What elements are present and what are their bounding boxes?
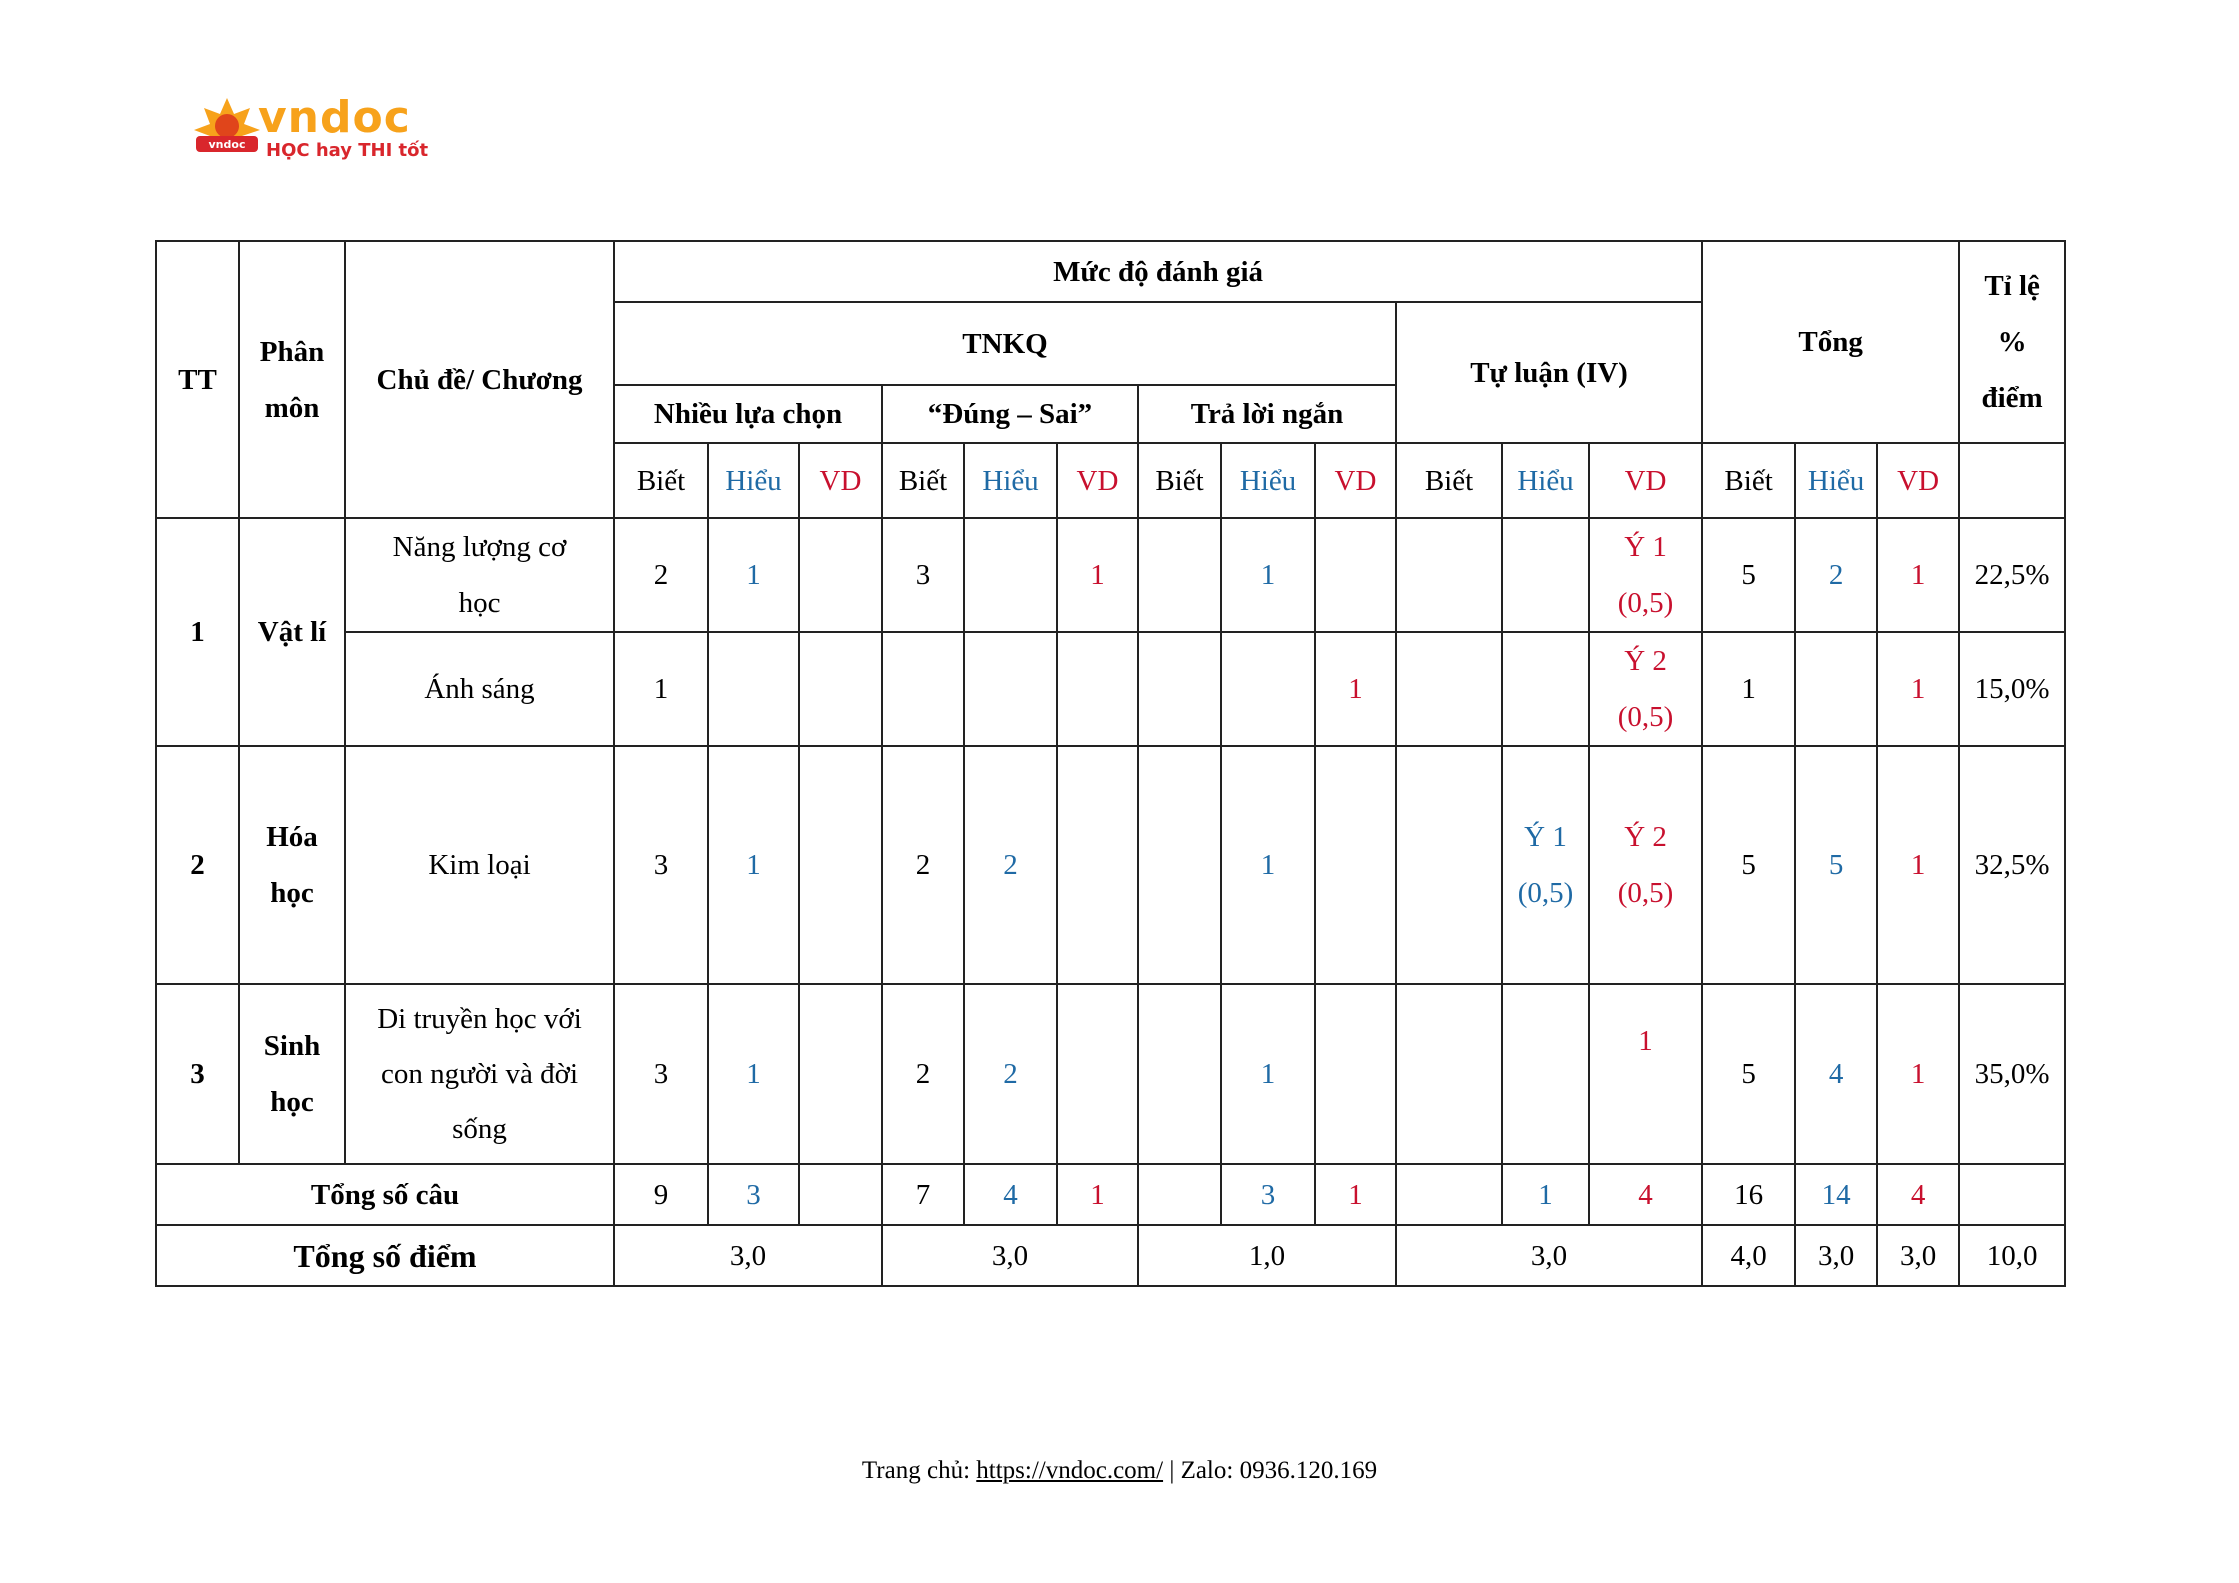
header-hieu: Hiểu — [1221, 443, 1315, 518]
cell: 1 — [1057, 1164, 1138, 1225]
page-footer — [0, 1457, 2239, 1485]
header-nhieu-lua-chon: Nhiều lựa chọn — [614, 385, 882, 443]
row-topic: Năng lượng cơ học — [345, 518, 614, 632]
header-tu-luan: Tự luận (IV) — [1396, 302, 1702, 443]
cell — [799, 1164, 882, 1225]
row-subject: Sinh học — [239, 984, 345, 1164]
footer-prefix: Trang chủ: — [861, 1457, 977, 1484]
cell: 1 — [1702, 632, 1795, 746]
cell: 7 — [882, 1164, 964, 1225]
footer-zalo: | Zalo: 0936.120.169 — [1163, 1457, 1378, 1484]
cell — [882, 632, 964, 746]
cell: 1 — [1589, 984, 1702, 1164]
total-questions-label: Tổng số câu — [156, 1164, 614, 1225]
cell: 2 — [1795, 518, 1877, 632]
cell — [1057, 632, 1138, 746]
cell: 3 — [614, 746, 708, 984]
header-dung-sai: “Đúng – Sai” — [882, 385, 1138, 443]
cell: 1 — [1057, 518, 1138, 632]
header-tt: TT — [156, 241, 239, 518]
header-phan-mon: Phân môn — [239, 241, 345, 518]
row-topic: Ánh sáng — [345, 632, 614, 746]
cell: 2 — [964, 746, 1057, 984]
cell — [1138, 746, 1221, 984]
cell — [1138, 984, 1221, 1164]
cell: 1 — [1877, 632, 1959, 746]
cell — [1502, 518, 1589, 632]
cell — [1396, 746, 1502, 984]
total-questions-row — [156, 1164, 2065, 1225]
cell: 9 — [614, 1164, 708, 1225]
cell: 2 — [964, 984, 1057, 1164]
header-hieu: Hiểu — [964, 443, 1057, 518]
cell: 1 — [1877, 984, 1959, 1164]
cell — [1795, 632, 1877, 746]
header-chu-de: Chủ đề/ Chương — [345, 241, 614, 518]
cell — [1315, 984, 1396, 1164]
cell-percent: 32,5% — [1959, 746, 2065, 984]
cell — [1502, 632, 1589, 746]
header-vd: VD — [1589, 443, 1702, 518]
header-vd: VD — [1057, 443, 1138, 518]
mascot-icon — [192, 96, 262, 156]
cell: 5 — [1702, 984, 1795, 1164]
header-hieu: Hiểu — [1795, 443, 1877, 518]
cell: 4,0 — [1702, 1225, 1795, 1286]
cell — [1959, 1164, 2065, 1225]
cell: 2 — [882, 984, 964, 1164]
cell — [1138, 1164, 1221, 1225]
row-topic: Di truyền học với con người và đời sống — [345, 984, 614, 1164]
logo-wordmark: vndoc — [258, 92, 411, 143]
cell — [799, 746, 882, 984]
cell: 4 — [964, 1164, 1057, 1225]
header-vd: VD — [799, 443, 882, 518]
cell: 1 — [1877, 518, 1959, 632]
cell-percent: 15,0% — [1959, 632, 2065, 746]
cell — [799, 984, 882, 1164]
cell: 1 — [1315, 632, 1396, 746]
header-biet: Biết — [614, 443, 708, 518]
header-biet: Biết — [882, 443, 964, 518]
cell: 1 — [708, 518, 799, 632]
header-empty — [1959, 443, 2065, 518]
table-row — [156, 984, 2065, 1164]
cell — [964, 518, 1057, 632]
cell: 5 — [1702, 518, 1795, 632]
header-hieu: Hiểu — [1502, 443, 1589, 518]
row-subject: Vật lí — [239, 518, 345, 746]
vndoc-logo — [192, 92, 432, 172]
header-biet: Biết — [1138, 443, 1221, 518]
cell: 1 — [1221, 746, 1315, 984]
cell: 16 — [1702, 1164, 1795, 1225]
cell — [1057, 746, 1138, 984]
cell: 3,0 — [1396, 1225, 1702, 1286]
cell: 1,0 — [1138, 1225, 1396, 1286]
cell: 1 — [1877, 746, 1959, 984]
cell — [1396, 984, 1502, 1164]
cell: 1 — [614, 632, 708, 746]
cell: 3,0 — [1795, 1225, 1877, 1286]
svg-text:vndoc: vndoc — [208, 138, 246, 151]
cell: 14 — [1795, 1164, 1877, 1225]
cell-percent: 35,0% — [1959, 984, 2065, 1164]
cell: 5 — [1795, 746, 1877, 984]
header-ti-le: Tỉ lệ % điểm — [1959, 241, 2065, 443]
header-vd: VD — [1877, 443, 1959, 518]
header-tra-loi-ngan: Trả lời ngắn — [1138, 385, 1396, 443]
header-muc-do: Mức độ đánh giá — [614, 241, 1702, 302]
cell: 3,0 — [1877, 1225, 1959, 1286]
table-row — [156, 632, 2065, 746]
cell — [1057, 984, 1138, 1164]
row-tt: 1 — [156, 518, 239, 746]
assessment-matrix-table — [155, 240, 2066, 1287]
row-topic: Kim loại — [345, 746, 614, 984]
cell: 1 — [708, 746, 799, 984]
cell: 4 — [1795, 984, 1877, 1164]
row-subject: Hóa học — [239, 746, 345, 984]
cell — [1502, 984, 1589, 1164]
cell — [1315, 746, 1396, 984]
cell: 2 — [882, 746, 964, 984]
cell — [1138, 518, 1221, 632]
cell: 1 — [1315, 1164, 1396, 1225]
cell: 3 — [1221, 1164, 1315, 1225]
cell: 10,0 — [1959, 1225, 2065, 1286]
table-row — [156, 518, 2065, 632]
cell: 1 — [1221, 984, 1315, 1164]
cell: Ý 2 (0,5) — [1589, 632, 1702, 746]
row-tt: 2 — [156, 746, 239, 984]
row-tt: 3 — [156, 984, 239, 1164]
cell — [964, 632, 1057, 746]
cell — [1221, 632, 1315, 746]
table-row — [156, 746, 2065, 984]
cell: Ý 2 (0,5) — [1589, 746, 1702, 984]
cell — [1315, 518, 1396, 632]
header-biet: Biết — [1702, 443, 1795, 518]
cell: 1 — [708, 984, 799, 1164]
cell — [799, 632, 882, 746]
cell — [1396, 1164, 1502, 1225]
cell — [708, 632, 799, 746]
header-hieu: Hiểu — [708, 443, 799, 518]
cell: 3 — [614, 984, 708, 1164]
header-biet: Biết — [1396, 443, 1502, 518]
cell: 2 — [614, 518, 708, 632]
cell: 3,0 — [882, 1225, 1138, 1286]
cell — [799, 518, 882, 632]
cell: Ý 1 (0,5) — [1502, 746, 1589, 984]
logo-slogan: HỌC hay THI tốt — [266, 140, 429, 161]
cell-percent: 22,5% — [1959, 518, 2065, 632]
cell — [1138, 632, 1221, 746]
cell: 5 — [1702, 746, 1795, 984]
cell — [1396, 632, 1502, 746]
cell: 3 — [882, 518, 964, 632]
cell: 1 — [1221, 518, 1315, 632]
cell — [1396, 518, 1502, 632]
footer-home-link[interactable]: https://vndoc.com/ — [976, 1457, 1164, 1484]
cell: 3 — [708, 1164, 799, 1225]
cell: 4 — [1589, 1164, 1702, 1225]
total-points-row — [156, 1225, 2065, 1286]
cell: Ý 1 (0,5) — [1589, 518, 1702, 632]
cell: 1 — [1502, 1164, 1589, 1225]
header-tong: Tổng — [1702, 241, 1959, 443]
header-tnkq: TNKQ — [614, 302, 1396, 385]
total-points-label: Tổng số điểm — [156, 1225, 614, 1286]
header-vd: VD — [1315, 443, 1396, 518]
cell: 3,0 — [614, 1225, 882, 1286]
cell: 4 — [1877, 1164, 1959, 1225]
